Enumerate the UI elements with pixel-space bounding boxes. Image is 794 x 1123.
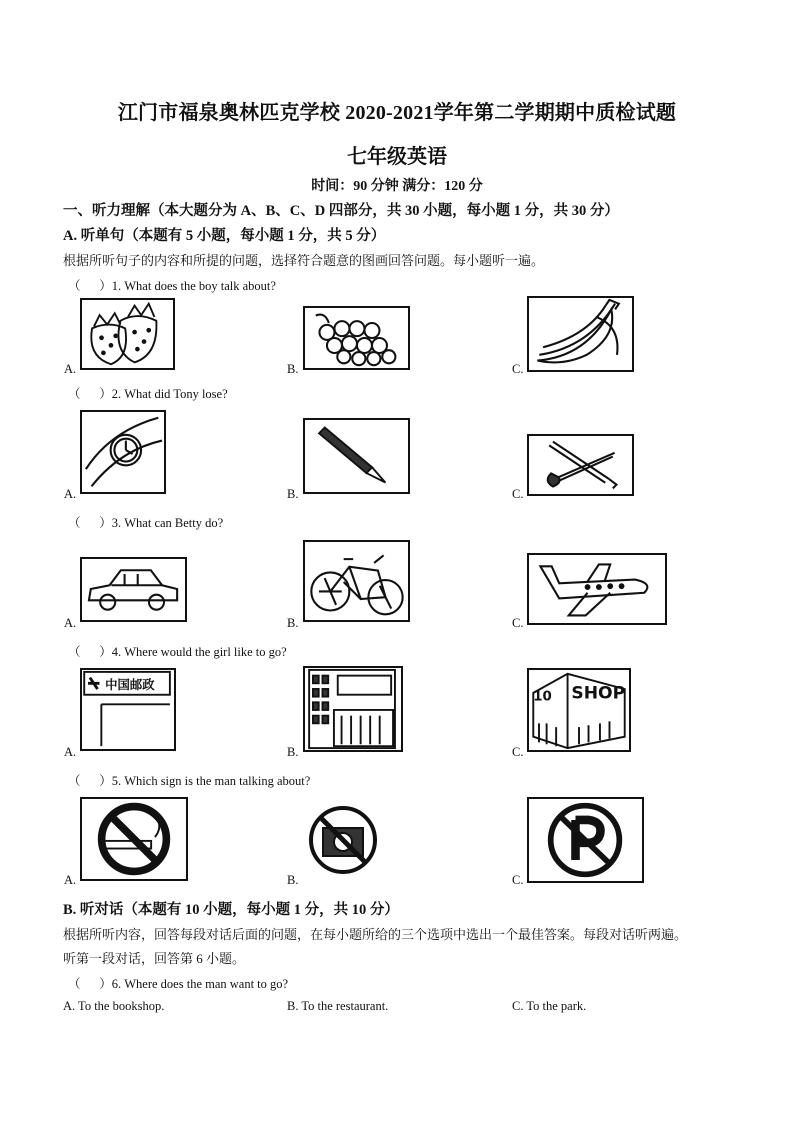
option-letter: A.	[64, 616, 77, 630]
post-office-sign-text: 中国邮政	[105, 678, 155, 693]
post-office-picture[interactable]	[80, 668, 176, 751]
paintbrushes-picture[interactable]	[527, 434, 634, 496]
option-letter: C.	[512, 362, 524, 376]
option-letter: A.	[64, 362, 77, 376]
option-letter: A.	[64, 873, 77, 887]
time-info: 时间：90 分钟 满分：120 分	[311, 179, 483, 194]
part-b-instructions-2: 听第一段对话，回答第 6 小题。	[63, 951, 246, 966]
option-letter: B.	[287, 873, 299, 887]
grapes-picture[interactable]	[303, 306, 410, 370]
question-5: （ ）5. Which sign is the man talking about?	[68, 774, 311, 788]
question-6: （ ）6. Where does the man want to go?	[68, 977, 289, 991]
airplane-picture[interactable]	[527, 553, 667, 625]
option-letter: C.	[512, 873, 524, 887]
no-smoking-sign-picture[interactable]	[80, 797, 188, 881]
car-picture[interactable]	[80, 557, 187, 622]
bank-building-picture[interactable]	[303, 666, 403, 752]
option-letter: B.	[287, 745, 299, 759]
option-letter: A.	[64, 487, 77, 501]
q6-option-b[interactable]: B. To the restaurant.	[287, 999, 389, 1013]
part-b-instructions: 根据所听内容，回答每段对话后面的问题，在每小题所给的三个选项中选出一个最佳答案。每段对话听两遍。	[63, 927, 688, 942]
no-parking-sign-picture[interactable]	[527, 797, 644, 883]
pen-picture[interactable]	[303, 418, 410, 494]
option-letter: C.	[512, 745, 524, 759]
section-heading: 一、听力理解（本大题分为 A、B、C、D 四部分，共 30 小题，每小题 1 分，共 30 分）	[63, 203, 619, 219]
question-1: （ ）1. What does the boy talk about?	[68, 279, 276, 293]
no-photo-sign-picture[interactable]	[303, 800, 383, 880]
shop-number-text: 10	[533, 689, 552, 705]
part-a-instructions: 根据所听句子的内容和所提的问题，选择符合题意的图画回答问题。每小题听一遍。	[63, 253, 545, 268]
option-letter: B.	[287, 362, 299, 376]
question-3: （ ）3. What can Betty do?	[68, 516, 224, 530]
option-letter: C.	[512, 487, 524, 501]
question-2: （ ）2. What did Tony lose?	[68, 387, 228, 401]
question-4: （ ）4. Where would the girl like to go?	[68, 645, 287, 659]
option-letter: C.	[512, 616, 524, 630]
subject-title: 七年级英语	[347, 146, 447, 168]
bicycle-picture[interactable]	[303, 540, 410, 622]
option-letter: B.	[287, 487, 299, 501]
shop-picture[interactable]	[527, 668, 631, 752]
bananas-picture[interactable]	[527, 296, 634, 372]
part-a-heading: A. 听单句（本题有 5 小题，每小题 1 分，共 5 分）	[63, 228, 386, 244]
strawberries-picture[interactable]	[80, 298, 175, 370]
watch-picture[interactable]	[80, 410, 166, 494]
option-letter: A.	[64, 745, 77, 759]
option-letter: B.	[287, 616, 299, 630]
part-b-heading: B. 听对话（本题有 10 小题，每小题 1 分，共 10 分）	[63, 902, 399, 918]
shop-sign-text: SHOP	[571, 683, 626, 704]
q6-option-c[interactable]: C. To the park.	[512, 999, 587, 1013]
page-title: 江门市福泉奥林匹克学校 2020-2021学年第二学期期中质检试题	[117, 102, 677, 124]
q6-option-a[interactable]: A. To the bookshop.	[63, 999, 165, 1013]
